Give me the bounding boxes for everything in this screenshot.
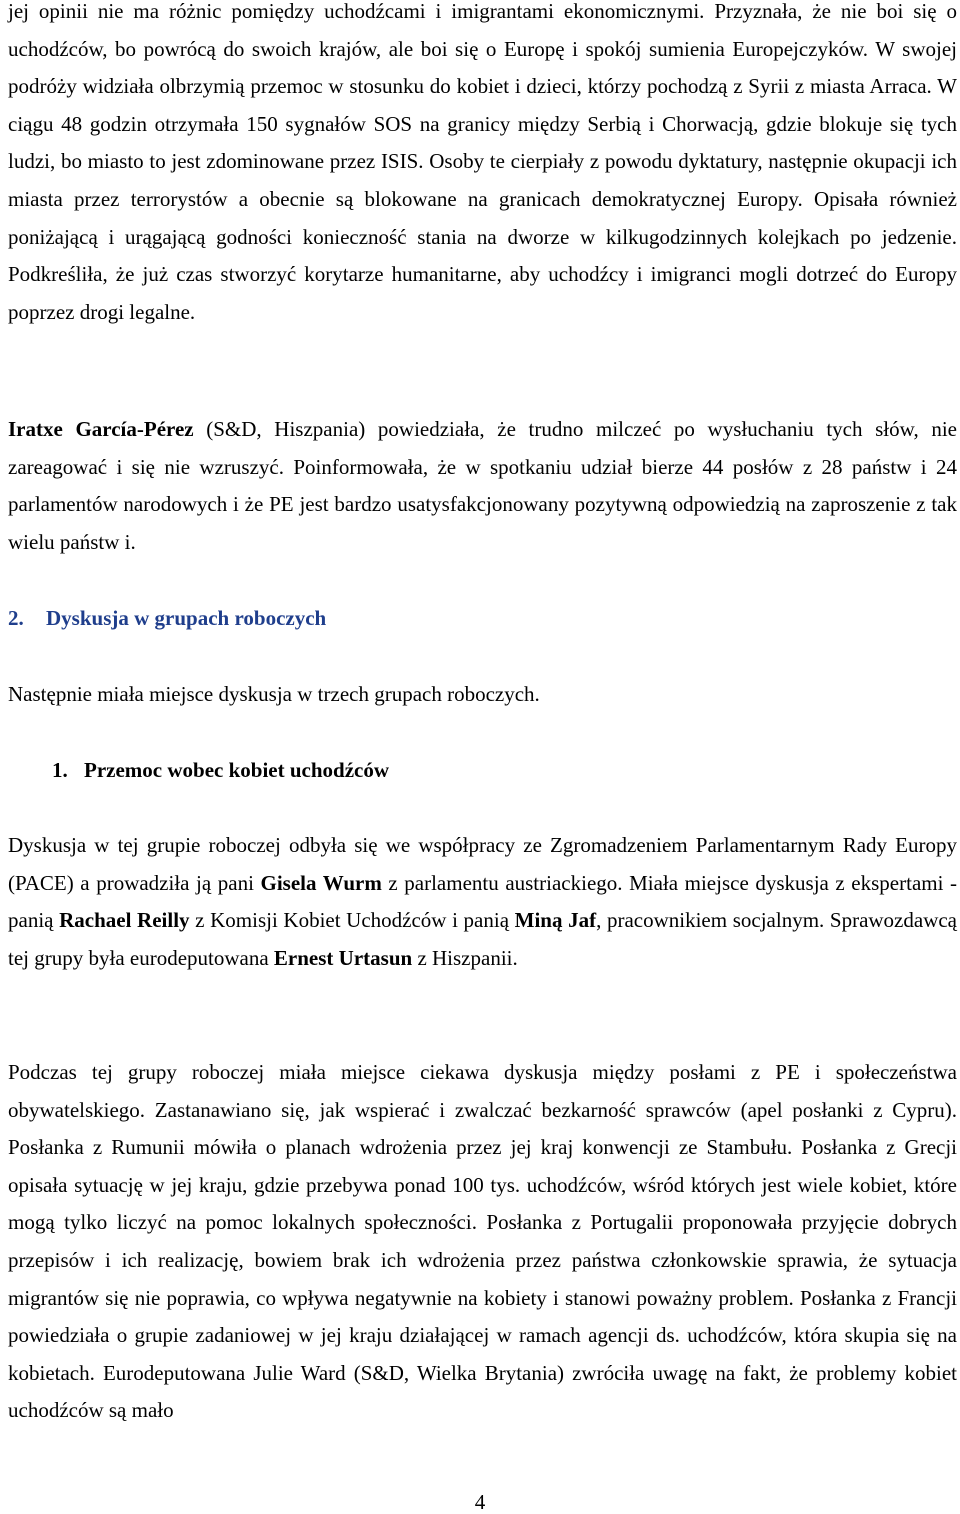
section-title: Dyskusja w grupach roboczych bbox=[46, 606, 327, 630]
section-number: 2. bbox=[8, 606, 24, 630]
person-name: Ernest Urtasun bbox=[273, 945, 413, 970]
paragraph-3: Następnie miała miejsce dyskusja w trzech grupach roboczych. bbox=[8, 682, 540, 706]
paragraph-4-text: , pracownikiem socjalnym. Sprawozdawcą tej grupy była eurodeputowana bbox=[8, 908, 958, 970]
page-number: 4 bbox=[474, 1490, 486, 1514]
paragraph-4-text: Dyskusja w tej grupie roboczej odbyła się we współpracy ze Zgromadzeniem Parlamentarnym Rady Europy (PACE) a prowadziła ją pani bbox=[8, 833, 957, 895]
paragraph-2 bbox=[8, 411, 957, 561]
paragraph-5: Podczas tej grupy roboczej miała miejsce ciekawa dyskusja między posłami z PE i społeczeństwa obywatelskiego. Zastanawiano się, jak wspierać i zwalczać bezkarność sprawców (apel posłanki z Cypru). Posłanka z Rumunii mówiła o planach wdrożenia przez jej kraj konwencji ze Stambułu. Posłanka z Grecji opisała sytuację w jej kraju, gdzie przebywa ponad 100 tys. uchodźców, wśród których jest wiele kobiet, które mogą tylko liczyć na pomoc lokalnych społeczności. Posłanka z Portugalii proponowała przyjęcie dobrych przepisów i ich realizację, bowiem brak ich wdrożenia przez państwa członkowskie sprawia, że sytuacja migrantów się nie poprawia, co wpływa negatywnie na kobiety i stanowi poważny problem. Posłanka z Francji powiedziała o grupie zadaniowej w jej kraju działającej w ramach agencji ds. uchodźców, która skupia się na kobietach. Eurodeputowana Julie Ward (S&D, Wielka Brytania) zwróciła uwagę na fakt, że problemy kobiet uchodźców są mało bbox=[8, 1060, 957, 1423]
paragraph-4-text: z parlamentu austriackiego. Miała miejsce dyskusja z ekspertami - panią bbox=[8, 870, 957, 933]
paragraph-4-text: z Komisji Kobiet Uchodźców i panią bbox=[189, 908, 515, 933]
person-name: Gisela Wurm bbox=[260, 870, 382, 895]
subsection-heading bbox=[52, 752, 389, 790]
paragraph-1: jej opinii nie ma różnic pomiędzy uchodźcami i imigrantami ekonomicznymi. Przyznała, że nie boi się o uchodźców, bo powrócą do swoich krajów, ale boi się o Europę i spokój sumienia Europejczyków. W swojej podróży widziała olbrzymią przemoc w stosunku do kobiet i dzieci, którzy pochodzą z Syrii z miasta Arraca. W ciągu 48 godzin otrzymała 150 sygnałów SOS na granicy między Serbią i Chorwacją, gdzie blokuje się tych ludzi, bo miasto to jest zdominowane przez ISIS. Osoby te cierpiały z powodu dyktatury, następnie okupacji ich miasta przez terrorystów a obecnie są blokowane na granicach demokratycznej Europy. Opisała również poniżającą i urągającą godności konieczność stania na dworze w kilkugodzinnych kolejkach po jedzenie. Podkreśliła, że już czas stworzyć korytarze humanitarne, aby uchodźcy i imigranci mogli dotrzeć do Europy poprzez drogi legalne. bbox=[8, 0, 957, 324]
subsection-number: 1. bbox=[52, 758, 68, 782]
subsection-title: Przemoc wobec kobiet uchodźców bbox=[84, 758, 390, 782]
speaker-name: Iratxe García-Pérez bbox=[8, 417, 194, 441]
paragraph-2-text: (S&D, Hiszpania) powiedziała, że trudno milczeć po wysłuchaniu tych słów, nie zareagować i się nie wzruszyć. Poinformowała, że w spotkaniu udział bierze 44 posłów z 28 państw i 24 parlamentów narodowych i że PE jest bardzo usatysfakcjonowany pozytywną odpowiedzią na zaproszenie z tak wielu państw i. bbox=[8, 417, 957, 554]
person-name: Rachael Reilly bbox=[59, 908, 190, 933]
section-heading bbox=[8, 600, 326, 638]
paragraph-4-text: z Hiszpanii. bbox=[412, 945, 518, 970]
paragraph-4 bbox=[8, 827, 957, 977]
person-name: Miną Jaf bbox=[514, 908, 597, 933]
